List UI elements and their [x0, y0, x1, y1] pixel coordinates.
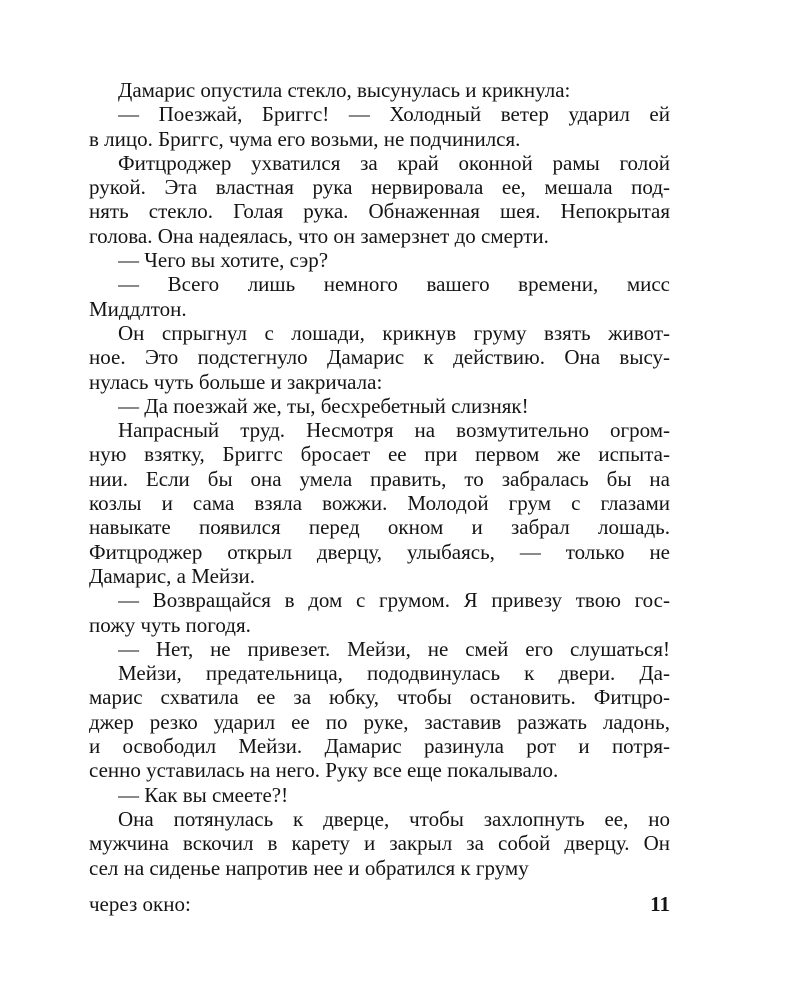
text-line: нять стекло. Голая рука. Обнаженная шея. Непокрытая — [89, 199, 670, 224]
text-line: нулась чуть больше и закричала: — [89, 369, 383, 394]
text-line: и освободил Мейзи. Дамарис разинула рот и потря- — [89, 734, 670, 759]
text-line: Миддлтон. — [89, 296, 187, 321]
text-line: — Как вы смеете?! — [118, 782, 289, 807]
text-line: Дамарис опустила стекло, высунулась и крикнула: — [118, 78, 571, 102]
text-line: марис схватила ее за юбку, чтобы остановить. Фитцро- — [89, 685, 670, 710]
text-line: — Нет, не привезет. Мейзи, не смей его слушаться! — [118, 636, 670, 661]
text-line: в лицо. Бриггс, чума его возьми, не подчинился. — [89, 126, 521, 151]
text-line: — Возвращайся в дом с грумом. Я привезу твою гос- — [118, 588, 670, 613]
text-line: джер резко ударил ее по руке, заставив разжать ладонь, — [89, 709, 670, 734]
text-line: голова. Она надеялась, что он замерзнет до смерти. — [89, 223, 549, 248]
text-line: сел на сиденье напротив нее и обратился к груму — [89, 855, 529, 880]
text-line: Дамарис, а Мейзи. — [89, 563, 255, 588]
text-line: Она потянулась к дверце, чтобы захлопнуть ее, но — [118, 806, 670, 831]
text-line: козлы и сама взяла вожжи. Молодой грум с глазами — [89, 491, 670, 516]
text-line: нии. Если бы она умела править, то забралась бы на — [89, 466, 670, 491]
text-line: Он спрыгнул с лошади, крикнув груму взять живот- — [118, 320, 670, 345]
text-line: — Поезжай, Бриггс! — Холодный ветер ударил ей — [118, 102, 670, 127]
text-line: ную взятку, Бриггс бросает ее при первом же испыта- — [89, 442, 670, 467]
text-line: — Да поезжай же, ты, бесхребетный слизняк! — [118, 393, 529, 418]
text-line: навыкате появился перед окном и забрал лошадь. — [89, 515, 670, 540]
text-line: Фитцроджер ухватился за край оконной рамы голой — [118, 150, 670, 175]
text-line: сенно уставилась на него. Руку все еще покалывало. — [89, 758, 559, 783]
text-line: Фитцроджер открыл дверцу, улыбаясь, — только не — [89, 539, 670, 564]
page-footer — [89, 892, 670, 916]
text-line: ное. Это подстегнуло Дамарис к действию. Она высу- — [89, 345, 670, 370]
page-body — [89, 78, 670, 880]
text-line: рукой. Эта властная рука нервировала ее, мешала под- — [89, 175, 670, 200]
text-line: Мейзи, предательница, пододвинулась к двери. Да- — [118, 661, 670, 686]
text-line: Напрасный труд. Несмотря на возмутительно огром- — [118, 418, 670, 443]
page-number: 11 — [650, 892, 670, 916]
text-line: — Чего вы хотите, сэр? — [118, 248, 329, 273]
last-text-line: через окно: — [89, 892, 191, 916]
text-line: мужчина вскочил в карету и закрыл за собой дверцу. Он — [89, 831, 670, 856]
text-line: — Всего лишь немного вашего времени, мисс — [118, 272, 670, 297]
text-line: пожу чуть погодя. — [89, 612, 251, 637]
